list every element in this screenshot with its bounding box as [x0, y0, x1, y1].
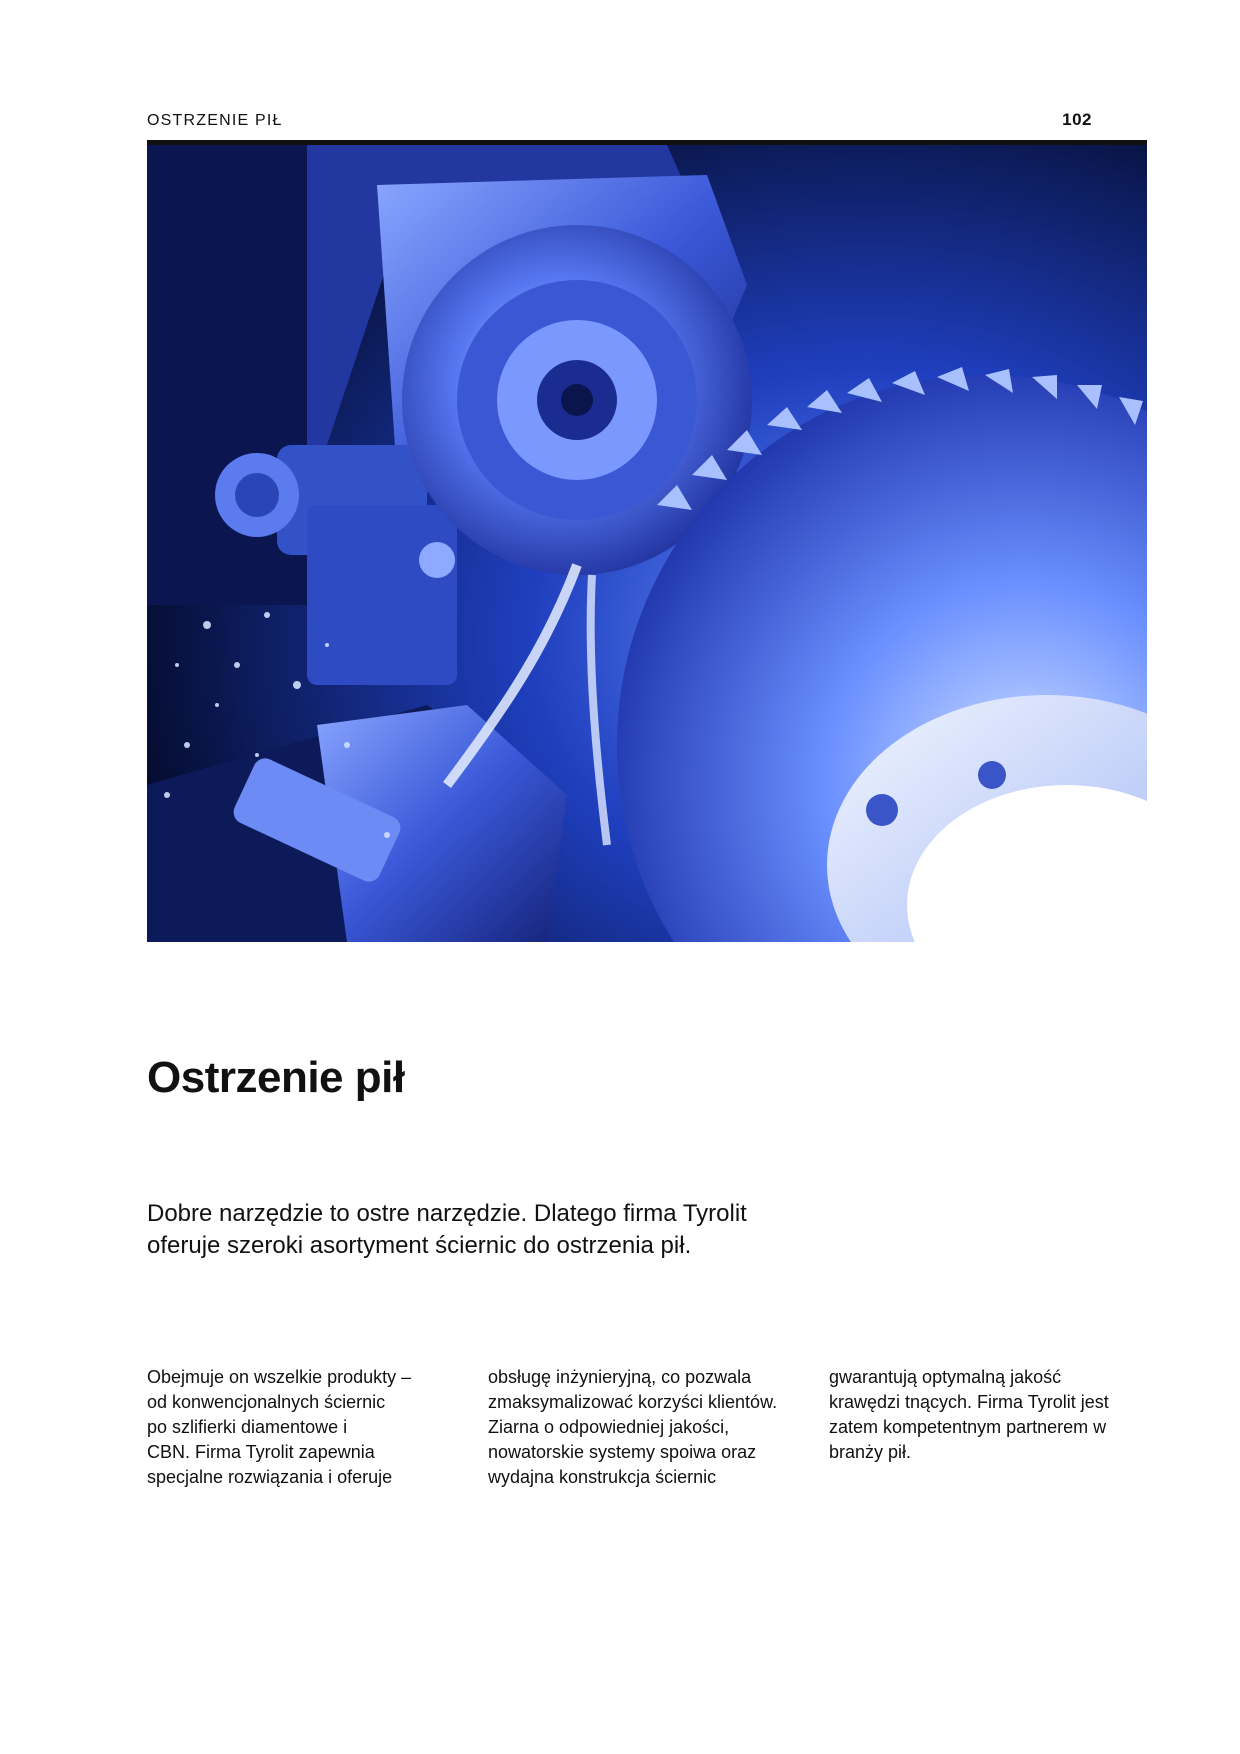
lead-line: Dobre narzędzie to ostre narzędzie. Dlatego firma Tyrolit: [147, 1200, 747, 1227]
body-line: po szlifierki diamentowe i: [147, 1417, 348, 1437]
saw-sharpening-photo: [147, 145, 1147, 942]
page-number: 102: [1062, 110, 1092, 129]
body-column-2: [488, 1365, 788, 1490]
body-line: wydajna konstrukcja ściernic: [488, 1467, 717, 1487]
page-title: Ostrzenie pił: [147, 1053, 405, 1102]
body-line: gwarantują optymalną jakość: [829, 1367, 1062, 1387]
body-line: obsługę inżynieryjną, co pozwala: [488, 1367, 752, 1387]
body-column-1: [147, 1365, 447, 1490]
body-line: od konwencjonalnych ściernic: [147, 1392, 386, 1412]
body-line: nowatorskie systemy spoiwa oraz: [488, 1442, 757, 1462]
body-line: Ziarna o odpowiedniej jakości,: [488, 1417, 730, 1437]
lead-line: oferuje szeroki asortyment ściernic do ostrzenia pił.: [147, 1232, 692, 1259]
body-line: zatem kompetentnym partnerem w: [829, 1417, 1107, 1437]
running-header-section: OSTRZENIE PIŁ: [147, 112, 283, 129]
body-line: zmaksymalizować korzyści klientów.: [488, 1392, 778, 1412]
body-line: CBN. Firma Tyrolit zapewnia: [147, 1442, 375, 1462]
body-line: krawędzi tnących. Firma Tyrolit jest: [829, 1392, 1109, 1412]
body-column-3: [829, 1365, 1129, 1465]
body-line: branży pił.: [829, 1442, 912, 1462]
lead-paragraph: [147, 1198, 847, 1262]
body-line: specjalne rozwiązania i oferuje: [147, 1467, 393, 1487]
body-line: Obejmuje on wszelkie produkty –: [147, 1367, 412, 1387]
